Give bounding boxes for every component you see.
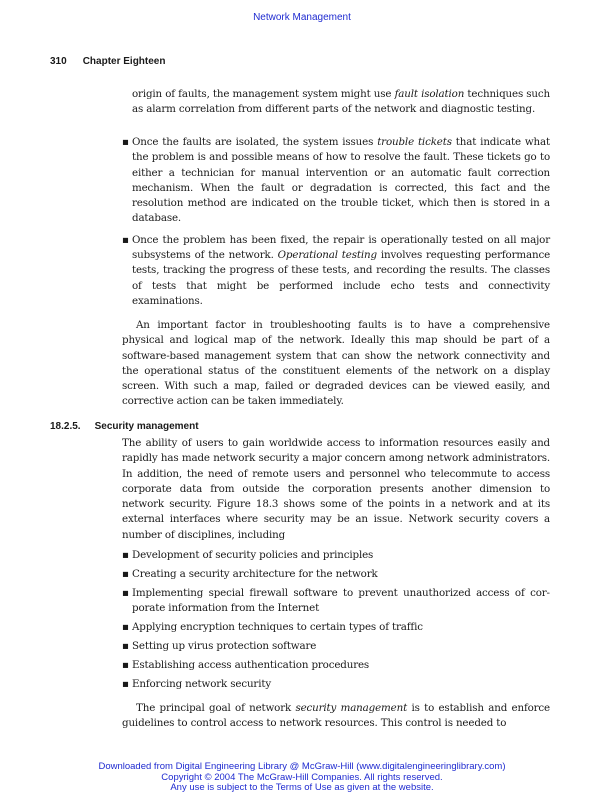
page-footer <box>0 762 604 794</box>
continuation-italic-term: fault isolation <box>394 88 465 100</box>
network-map-paragraph: An important factor in troubleshooting faults is to have a comprehensive physical and logical map of the network. Ideally this map should be part of a software-based management system that can show the network connectivity and the operational status of the constituent elements of the network on a display screen. With such a map, failed or degraded devices can be viewed easily, and corrective action can be taken immediately. <box>122 319 550 408</box>
bullet-marker: ▪ <box>122 640 129 653</box>
continuation-paragraph <box>132 87 550 118</box>
section-number: 18.2.5. <box>50 421 81 432</box>
security-intro-paragraph: The ability of users to gain worldwide access to information resources easily and rapidly has made network security a major concern among network administrators. In addition, the need of remote users and personnel who telecommute to access corporate data from outside the corporation presents another dimension to network security. Figure 18.3 shows some of the points in a network and at its external interfaces where security may be an issue. Network security covers a number of disciplines, including <box>122 437 550 541</box>
section-title: Security management <box>94 421 199 432</box>
list-item <box>122 639 550 654</box>
list-item-italic-term: trouble tickets <box>377 136 452 148</box>
list-item-text: Creating a security architecture for the network <box>132 567 378 580</box>
footer-terms-line: Any use is subject to the Terms of Use as given at the website. <box>170 782 434 793</box>
continuation-text-before: origin of faults, the management system might use <box>132 88 395 100</box>
security-discipline-list <box>122 548 550 696</box>
list-item-text: Applying encryption techniques to certain types of traffic <box>132 621 423 634</box>
list-item-text: Implementing special firewall software to prevent unauthorized access of corporate information from the Internet <box>132 586 550 615</box>
list-item <box>122 135 550 227</box>
list-item <box>122 548 550 563</box>
bullet-marker: ▪ <box>122 567 129 580</box>
list-item-italic-term: Operational testing <box>277 249 377 262</box>
list-item-text: Setting up virus protection software <box>132 640 317 653</box>
footer-copyright-line: Copyright © 2004 The McGraw-Hill Companies. All rights reserved. <box>161 771 443 783</box>
list-item <box>122 658 550 673</box>
running-head <box>50 56 165 67</box>
list-item <box>122 677 550 692</box>
bullet-marker: ▪ <box>122 136 129 148</box>
list-item <box>122 620 550 635</box>
list-item <box>122 586 550 617</box>
chapter-title: Chapter Eighteen <box>82 56 166 67</box>
bullet-marker: ▪ <box>122 549 129 561</box>
section-heading <box>50 421 199 432</box>
list-item-text: that indicate what the problem is and possible means of how to resolve the fault. These tickets go to either a technician for manual intervention or an automatic fault correction mechanism. When the fault or degradation is corrected, this fact and the resolution method are indicated on the trouble ticket, which then is stored in a database. <box>132 136 550 225</box>
list-item-text: Once the problem has been fixed, the repair is operationally tested on all major subsystems of the network. <box>132 233 550 262</box>
list-item <box>122 233 550 309</box>
list-item-text: Establishing access authentication procedures <box>132 659 370 672</box>
fault-bullet-list <box>122 135 550 315</box>
list-item-text: involves requesting performance tests, tracking the progress of these tests, and recording the results. The classes of tests that might be performed include echo tests and connectivity examinations. <box>132 249 551 307</box>
list-item-text: Once the faults are isolated, the system issues <box>132 136 378 148</box>
continuation-text-rest: techniques such as alarm correlation from different parts of the network and diagnostic testing. <box>132 88 551 116</box>
bullet-marker: ▪ <box>122 586 129 599</box>
principal-italic-term: security management <box>295 702 408 714</box>
footer-download-line: Downloaded from Digital Engineering Library @ McGraw-Hill (www.digitalengineeringlibrary.com) <box>98 761 506 772</box>
principal-text-after: is to establish and enforce guidelines to control access to network resources. This control is needed to <box>122 702 550 730</box>
principal-goal-paragraph <box>122 701 550 732</box>
page-header-title: Network Management <box>253 12 351 23</box>
bullet-marker: ▪ <box>122 621 129 634</box>
list-item-text: Development of security policies and principles <box>132 549 374 561</box>
list-item-text: Enforcing network security <box>132 678 271 691</box>
bullet-marker: ▪ <box>122 233 129 246</box>
page-number: 310 <box>50 56 67 67</box>
bullet-marker: ▪ <box>122 659 129 672</box>
bullet-marker: ▪ <box>122 678 129 691</box>
list-item <box>122 567 550 582</box>
principal-text-before: The principal goal of network <box>136 702 296 714</box>
